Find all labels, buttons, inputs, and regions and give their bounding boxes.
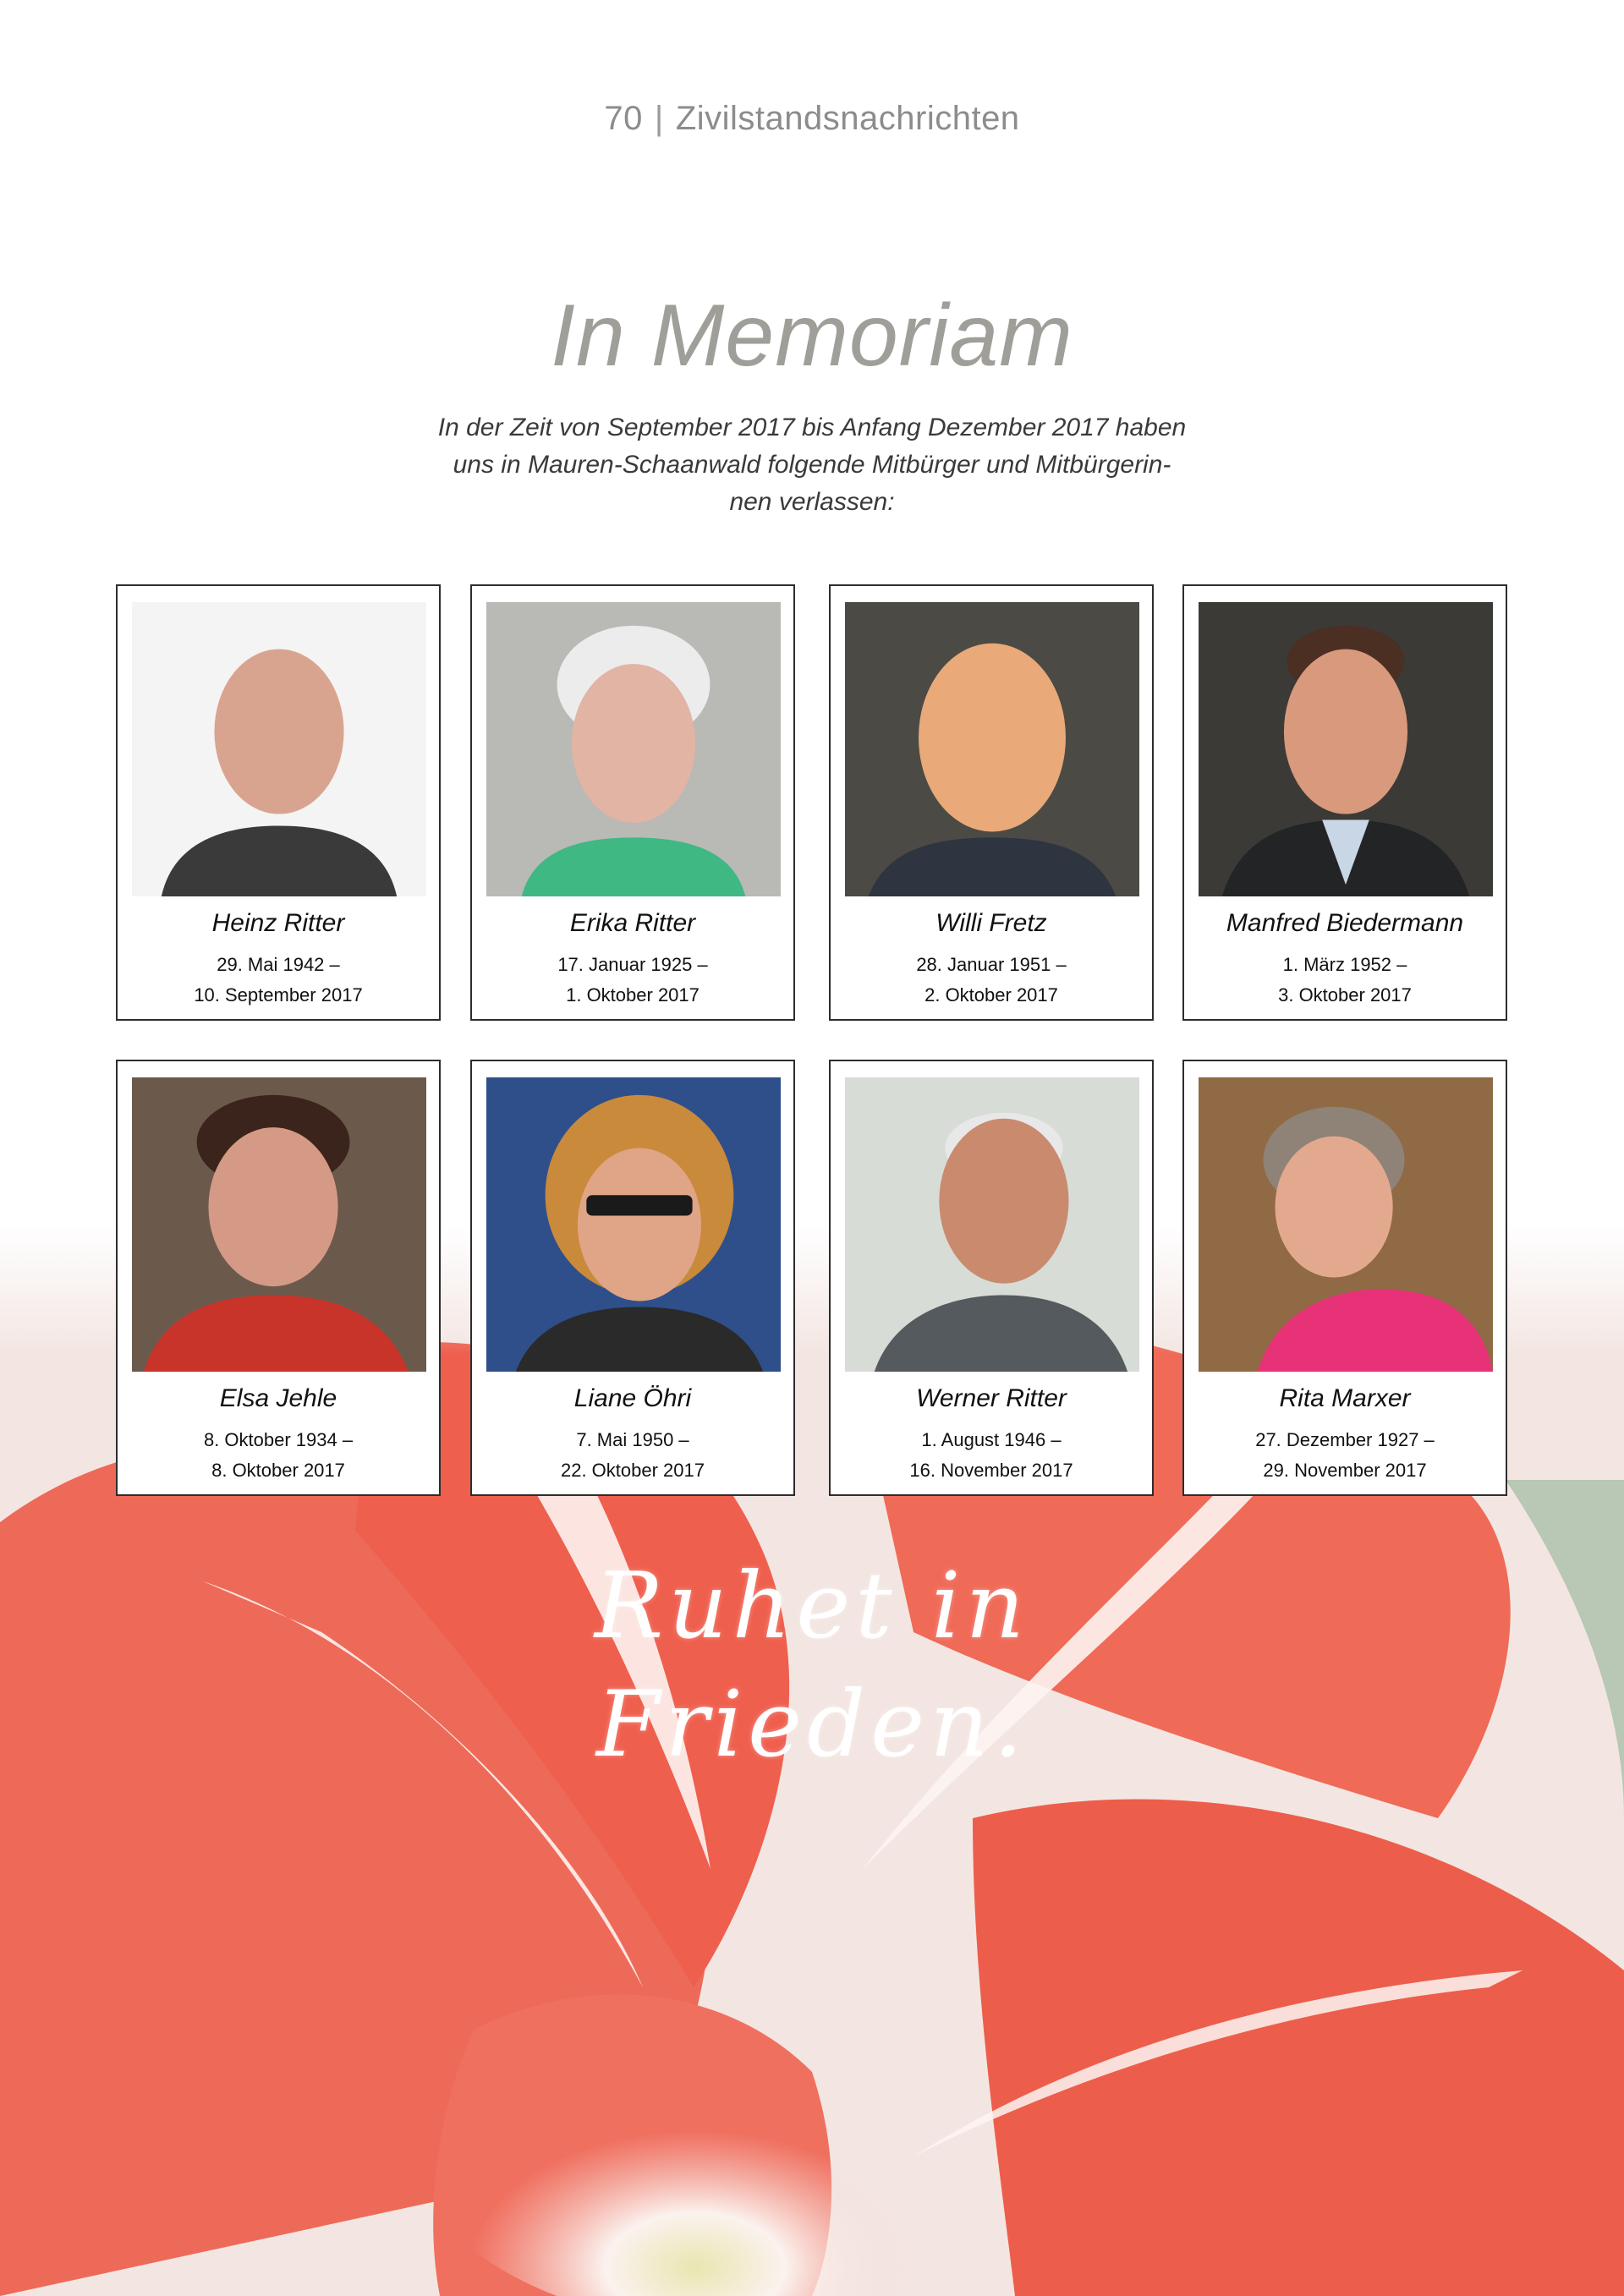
memorial-card bbox=[829, 584, 1154, 1021]
death-date: 2. Oktober 2017 bbox=[924, 984, 1058, 1006]
birth-date: 29. Mai 1942 – bbox=[217, 954, 340, 975]
death-date: 8. Oktober 2017 bbox=[211, 1460, 345, 1481]
page-number: 70 bbox=[604, 100, 643, 137]
memorial-card bbox=[116, 1060, 441, 1496]
death-date: 22. Oktober 2017 bbox=[560, 1460, 705, 1481]
header-separator: | bbox=[654, 100, 664, 137]
person-name: Heinz Ritter bbox=[211, 909, 345, 937]
person-name: Liane Öhri bbox=[573, 1384, 692, 1412]
portrait-photo bbox=[132, 1077, 426, 1372]
intro-line-1: In der Zeit von September 2017 bis Anfang Dezember 2017 haben bbox=[437, 414, 1187, 441]
portrait-photo bbox=[845, 1077, 1139, 1372]
portrait-photo bbox=[845, 602, 1139, 896]
birth-date: 7. Mai 1950 – bbox=[576, 1429, 689, 1450]
closing-line-1: Ruhet in bbox=[594, 1553, 1030, 1659]
intro-line-2: uns in Mauren-Schaanwald folgende Mitbürger und Mitbürgerin- bbox=[453, 451, 1171, 479]
person-name: Erika Ritter bbox=[569, 909, 696, 937]
life-dates bbox=[1184, 950, 1506, 1011]
life-dates bbox=[1184, 1425, 1506, 1486]
life-dates bbox=[472, 1425, 793, 1486]
birth-date: 27. Dezember 1927 – bbox=[1255, 1429, 1435, 1450]
portrait-photo bbox=[1199, 1077, 1493, 1372]
memorial-card bbox=[470, 584, 795, 1021]
portrait-photo bbox=[132, 602, 426, 896]
portrait-placeholder bbox=[1199, 1077, 1493, 1372]
birth-date: 8. Oktober 1934 – bbox=[203, 1429, 354, 1450]
intro-text bbox=[406, 409, 1218, 521]
memorial-card bbox=[829, 1060, 1154, 1496]
memorial-card bbox=[470, 1060, 795, 1496]
portrait-placeholder bbox=[1199, 602, 1493, 896]
page-title: In Memoriam bbox=[551, 287, 1073, 385]
birth-date: 17. Januar 1925 – bbox=[557, 954, 708, 975]
portrait-photo bbox=[486, 1077, 781, 1372]
portrait-placeholder bbox=[486, 602, 781, 896]
person-name: Manfred Biedermann bbox=[1226, 909, 1464, 937]
closing-message bbox=[474, 1548, 1150, 1784]
life-dates bbox=[831, 950, 1152, 1011]
birth-date: 1. August 1946 – bbox=[921, 1429, 1062, 1450]
portrait-placeholder bbox=[132, 1077, 426, 1372]
portrait-placeholder bbox=[132, 602, 426, 896]
life-dates bbox=[831, 1425, 1152, 1486]
birth-date: 28. Januar 1951 – bbox=[916, 954, 1067, 975]
death-date: 1. Oktober 2017 bbox=[566, 984, 700, 1006]
life-dates bbox=[472, 950, 793, 1011]
death-date: 10. September 2017 bbox=[194, 984, 363, 1006]
section-title: Zivilstandsnachrichten bbox=[675, 100, 1020, 137]
person-name: Elsa Jehle bbox=[219, 1384, 337, 1412]
intro-line-3: nen verlassen: bbox=[729, 488, 895, 516]
person-name: Willi Fretz bbox=[935, 909, 1047, 937]
portrait-photo bbox=[486, 602, 781, 896]
page-header bbox=[0, 100, 1624, 138]
death-date: 29. November 2017 bbox=[1263, 1460, 1427, 1481]
closing-line-2: Frieden. bbox=[596, 1672, 1028, 1778]
memorial-card bbox=[1182, 584, 1507, 1021]
memorial-card bbox=[1182, 1060, 1507, 1496]
death-date: 16. November 2017 bbox=[909, 1460, 1073, 1481]
life-dates bbox=[118, 950, 439, 1011]
person-name: Rita Marxer bbox=[1279, 1384, 1411, 1412]
portrait-placeholder bbox=[845, 602, 1139, 896]
memorial-card bbox=[116, 584, 441, 1021]
portrait-photo bbox=[1199, 602, 1493, 896]
birth-date: 1. März 1952 – bbox=[1282, 954, 1407, 975]
person-name: Werner Ritter bbox=[916, 1384, 1067, 1412]
portrait-placeholder bbox=[486, 1077, 781, 1372]
portrait-placeholder bbox=[845, 1077, 1139, 1372]
death-date: 3. Oktober 2017 bbox=[1278, 984, 1412, 1006]
life-dates bbox=[118, 1425, 439, 1486]
